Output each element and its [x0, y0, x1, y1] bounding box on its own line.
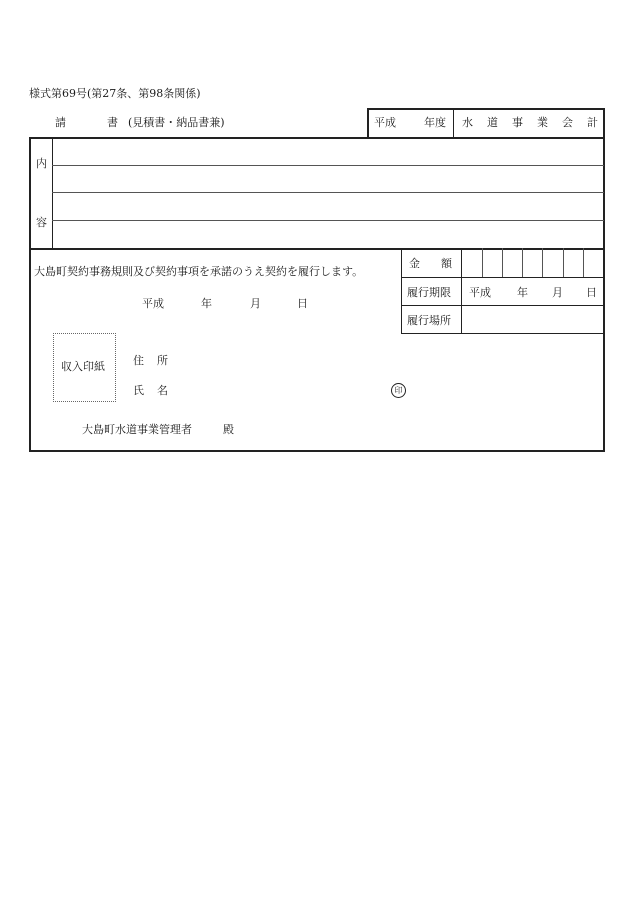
performance-period-day: 日 [586, 286, 597, 299]
bottom-border [29, 450, 605, 452]
accounting-char-3: 事 [512, 116, 523, 129]
performance-place-label: 履行場所 [407, 314, 451, 327]
amount-cell-divider-6 [583, 248, 584, 277]
form-number: 様式第69号(第27条、第98条関係) [29, 87, 201, 100]
revenue-stamp-label: 収入印紙 [61, 360, 105, 373]
amount-cell-divider-3 [522, 248, 523, 277]
content-bottom-border [29, 248, 605, 250]
left-border [29, 137, 31, 451]
fiscal-year-label: 年度 [424, 116, 446, 129]
accounting-char-1: 水 [462, 116, 473, 129]
performance-period-month: 月 [552, 286, 563, 299]
content-label-top: 内 [36, 157, 47, 170]
amount-label-a: 金 [409, 257, 420, 270]
accounting-char-6: 計 [587, 116, 598, 129]
content-label-divider [52, 137, 53, 249]
title-char-1: 請 [55, 116, 66, 129]
performance-period-era: 平成 [469, 286, 491, 299]
date-month: 月 [250, 297, 261, 310]
header-divider-left [367, 108, 369, 138]
name-label-b: 名 [157, 384, 168, 397]
performance-period-label: 履行期限 [407, 286, 451, 299]
amount-label-b: 額 [441, 257, 452, 270]
address-label-a: 住 [133, 354, 144, 367]
content-label-bottom: 容 [36, 216, 47, 229]
amount-cell-divider-4 [542, 248, 543, 277]
content-row-line-1 [52, 165, 604, 166]
date-day: 日 [297, 297, 308, 310]
title-subtitle: (見積書・納品書兼) [128, 116, 225, 129]
date-year: 年 [201, 297, 212, 310]
content-top-border [29, 137, 604, 139]
address-label-b: 所 [157, 354, 168, 367]
amount-cell-divider-5 [563, 248, 564, 277]
date-era: 平成 [142, 297, 164, 310]
content-row-line-2 [52, 192, 604, 193]
amount-cell-divider-2 [502, 248, 503, 277]
info-label-divider [461, 248, 462, 334]
performance-period-year: 年 [517, 286, 528, 299]
accounting-char-4: 業 [537, 116, 548, 129]
accounting-char-5: 会 [562, 116, 573, 129]
seal-char: 印 [394, 385, 403, 395]
name-label-a: 氏 [133, 384, 144, 397]
header-top-border [367, 108, 604, 110]
info-box-bottom [401, 333, 604, 334]
fiscal-era: 平成 [374, 116, 396, 129]
amount-cell-divider-1 [482, 248, 483, 277]
info-row-line-1 [401, 277, 604, 278]
content-row-line-3 [52, 220, 604, 221]
agreement-text: 大島町契約事務規則及び契約事項を承諾のうえ契約を履行します。 [34, 265, 364, 278]
addressee: 大島町水道事業管理者 [82, 423, 192, 436]
info-box-left [401, 248, 402, 334]
header-divider-right [453, 108, 454, 138]
honorific: 殿 [223, 423, 234, 436]
accounting-char-2: 道 [487, 116, 498, 129]
right-border [603, 108, 605, 451]
info-row-line-2 [401, 305, 604, 306]
seal-icon [391, 383, 406, 398]
title-char-2: 書 [107, 116, 118, 129]
